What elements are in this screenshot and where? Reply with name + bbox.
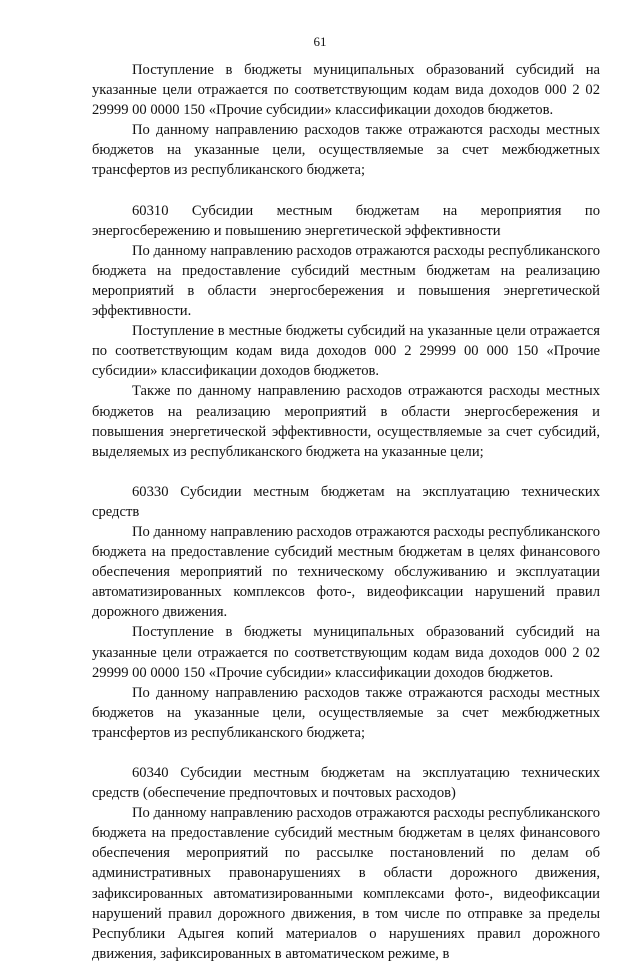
paragraph-60330-local: По данному направлению расходов также отражаются расходы местных бюджетов на указанные цели, осуществляемые за счет межбюджетных трансфертов из республиканского бюджета;	[92, 684, 600, 741]
paragraph-60330-revenue: Поступление в бюджеты муниципальных образований субсидий на указанные цели отражается по соответствующим кодам вида доходов 000 2 02 29999 00 0000 150 «Прочие субсидии» классификации доходов бюджетов.	[92, 624, 600, 681]
section-heading-60340: 60340 Субсидии местным бюджетам на эксплуатацию технических средств (обеспечение предпочтовых и почтовых расходов)	[92, 765, 600, 802]
section-gap	[92, 743, 600, 763]
paragraph-local-expenses: По данному направлению расходов также отражаются расходы местных бюджетов на указанные цели, осуществляемые за счет межбюджетных трансфертов из республиканского бюджета;	[92, 122, 600, 179]
section-gap	[92, 181, 600, 201]
paragraph-60310-local: Также по данному направлению расходов отражаются расходы местных бюджетов на реализацию мероприятий в области энергосбережения и повышения энергетической эффективности, осуществляемые за счет субсидий, выделяемых из республиканского бюджета на указанные цели;	[92, 383, 600, 460]
paragraph-60310-revenue: Поступление в местные бюджеты субсидий на указанные цели отражается по соответствующим кодам вида доходов 000 2 29999 00 000 150 «Прочие субсидии» классификации доходов бюджетов.	[92, 323, 600, 380]
paragraph-60330-expenses: По данному направлению расходов отражаются расходы республиканского бюджета на предоставление субсидий местным бюджетам в целях финансового обеспечения мероприятий по техническому обслуживанию и эксплуатации автоматизированных комплексов фото-, видеофиксации нарушений правил дорожного движения.	[92, 523, 600, 621]
section-heading-60310: 60310 Субсидии местным бюджетам на мероприятия по энергосбережению и повышению энергетической эффективности	[92, 202, 600, 239]
paragraph-subsidy-revenue: Поступление в бюджеты муниципальных образований субсидий на указанные цели отражается по соответствующим кодам вида доходов 000 2 02 29999 00 0000 150 «Прочие субсидии» классификации доходов бюджетов.	[92, 62, 600, 119]
paragraph-60310-expenses: По данному направлению расходов отражаются расходы республиканского бюджета на предоставление субсидий местным бюджетам на реализацию мероприятий в области энергосбережения и повышения энергетической эффективности.	[92, 242, 600, 320]
page-number: 61	[313, 34, 327, 49]
document-body	[92, 60, 600, 964]
section-gap	[92, 462, 600, 482]
paragraph-60340-expenses: По данному направлению расходов отражаются расходы республиканского бюджета на предоставление субсидий местным бюджетам в целях финансового обеспечения мероприятий по рассылке постановлений по делам об административных правонарушениях в области дорожного движения, зафиксированных автоматизированными комплексами фото-, видеофиксации нарушений правил дорожного движения, в том числе по отправке за пределы Республики Адыгея копий материалов о нарушениях правил дорожного движения, зафиксированных в автоматическом режиме, в	[92, 805, 600, 962]
section-heading-60330: 60330 Субсидии местным бюджетам на эксплуатацию технических средств	[92, 483, 600, 520]
